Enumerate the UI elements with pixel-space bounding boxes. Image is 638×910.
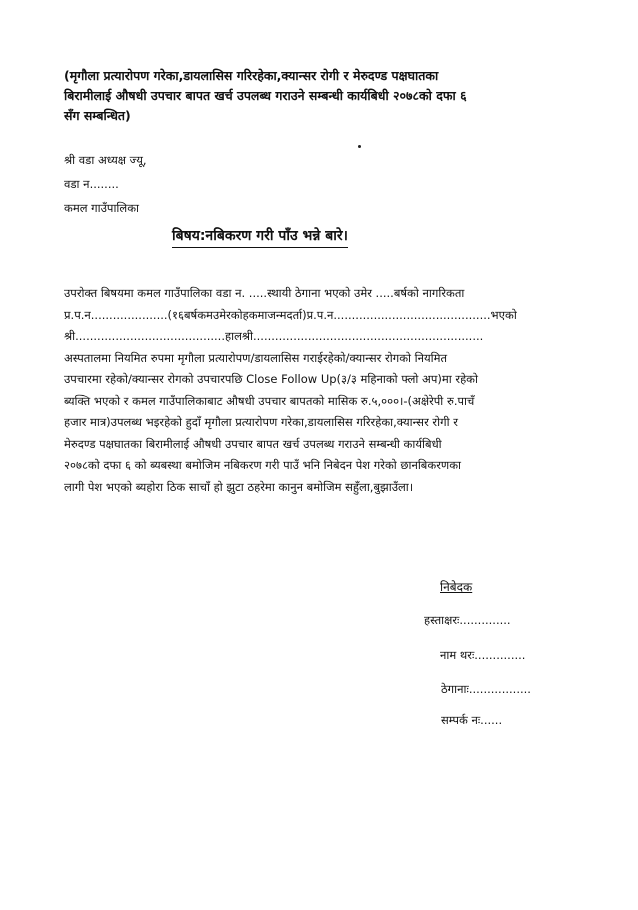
body-paragraph bbox=[64, 283, 584, 498]
header-line-3: सँग सम्बन्धित) bbox=[64, 108, 131, 123]
header-line-2: बिरामीलाई औषधी उपचार बापत खर्च उपलब्ध गराउने सम्बन्धी कार्यबिधी २०७८को दफा ६ bbox=[64, 88, 467, 103]
address-line-3: कमल गाउँपालिका bbox=[64, 201, 140, 215]
stray-mark bbox=[358, 145, 361, 148]
applicant-block-title bbox=[440, 578, 472, 595]
body-line-9: २०७८को दफा ६ को ब्यबस्था बमोजिम नबिकरण गरी पाउँ भनि निबेदन पेश गरेको छानबिकरणका bbox=[64, 458, 462, 472]
body-line-8: मेरुदण्ड पक्षघातका बिरामीलाई औषधी उपचार बापत खर्च उपलब्ध गराउने सम्बन्धी कार्यबिधी bbox=[64, 436, 442, 451]
body-line-5: उपचारमा रहेको/क्यान्सर रोगको उपचारपछि Close Follow Up(३/३ महिनाको फ्लो अप)मा रहेको bbox=[64, 372, 478, 386]
body-line-7: हजार मात्र)उपलब्ध भइरहेको हुदाँ मृगौला प्रत्यारोपण गरेका,डायलासिस गरिरहेका,क्यान्सर रोगी र bbox=[64, 415, 458, 429]
name-field-label: नाम थरः.............. bbox=[440, 648, 526, 662]
body-line-1: उपरोक्त बिषयमा कमल गाउँपालिका वडा न. .....स्थायी ठेगाना भएको उमेर .....बर्षको नागरिकता bbox=[64, 286, 465, 300]
recipient-address bbox=[64, 148, 147, 220]
address-field-label: ठेगानाः................. bbox=[441, 682, 531, 696]
document-reference-header bbox=[64, 66, 594, 126]
address-line-2: वडा न........ bbox=[64, 177, 119, 191]
body-line-6: ब्यक्ति भएको र कमल गाउँपालिकाबाट औषधी उपचार बापतको मासिक रु.५,०००।-(अक्षेरेपी रु.पाचँ bbox=[64, 393, 475, 408]
body-line-2: प्र.प.न.....................(१६बर्षकमउमेरकोहकमाजन्मदर्ता)प्र.प.न...........................................भएको bbox=[64, 307, 517, 322]
body-line-10: लागी पेश भएको ब्यहोरा ठिक साचाँ हो झुटा ठहरेमा कानुन बमोजिम सहुँला,बुझाउँला। bbox=[64, 479, 414, 494]
header-line-1: (मृगौला प्रत्यारोपण गरेका,डायलासिस गरिरहेका,क्यान्सर रोगी र मेरुदण्ड पक्षघातका bbox=[64, 68, 439, 83]
body-line-3: श्री.........................................हालश्री............................................................... bbox=[64, 329, 484, 343]
applicant-title: निबेदक bbox=[440, 580, 473, 594]
body-line-4: अस्पतालमा नियमित रुपमा मृगौला प्रत्यारोपण/डायलासिस गराईरहेको/क्यान्सर रोगको नियमित bbox=[64, 350, 448, 365]
signature-field-label: हस्ताक्षरः.............. bbox=[424, 613, 511, 627]
contact-field-label: सम्पर्क नः...... bbox=[441, 713, 503, 727]
subject-line: बिषय:नबिकरण गरी पाँउ भन्ने बारे। bbox=[172, 226, 348, 248]
address-line-1: श्री वडा अध्यक्ष ज्यू, bbox=[64, 153, 147, 167]
